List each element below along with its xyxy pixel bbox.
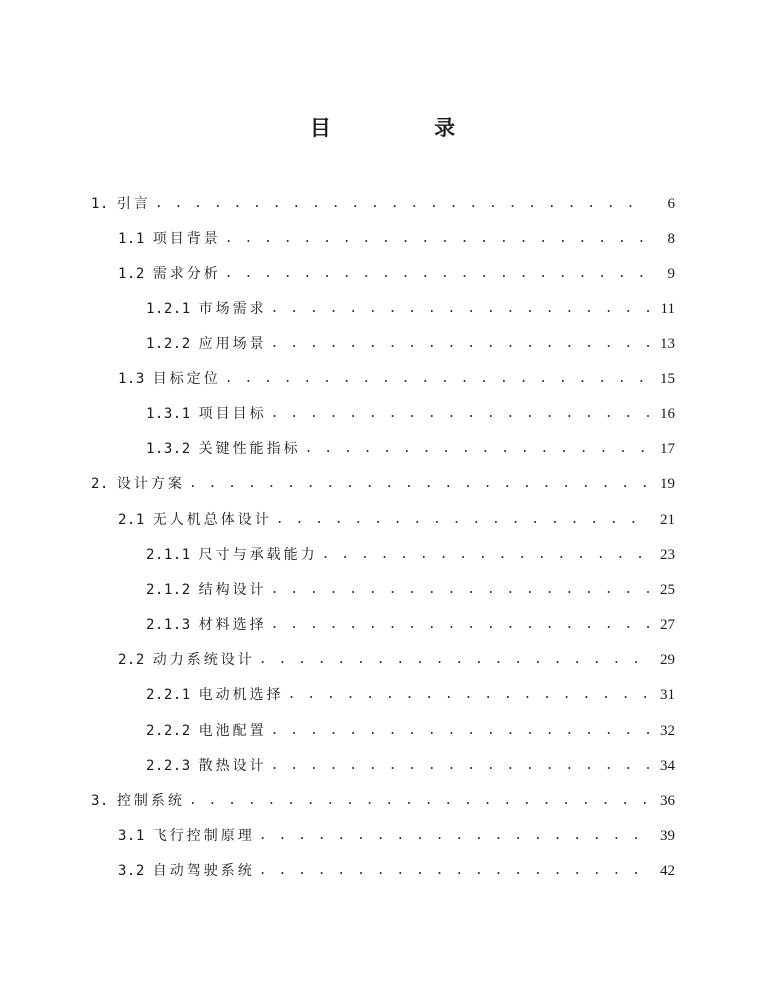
toc-entry[interactable] — [146, 396, 675, 431]
toc-entry[interactable] — [146, 326, 675, 361]
toc-entry-title: 电动机选择 — [198, 686, 284, 703]
toc-dot-leader — [276, 511, 649, 529]
toc-dot-leader — [225, 265, 649, 283]
toc-entry[interactable] — [118, 256, 675, 291]
toc-entry-page: 39 — [660, 827, 675, 844]
toc-entry[interactable] — [118, 221, 675, 256]
toc-entry-page: 23 — [660, 546, 675, 563]
toc-entry-page: 34 — [660, 757, 675, 774]
toc-entry-number: 3.2 — [118, 862, 145, 879]
toc-entry[interactable] — [118, 853, 675, 888]
toc-entry-title: 市场需求 — [198, 300, 267, 317]
toc-entry-title: 项目目标 — [198, 405, 267, 422]
toc-entry-title: 飞行控制原理 — [152, 827, 255, 844]
toc-entry[interactable] — [146, 713, 675, 748]
toc-entry-page: 36 — [660, 792, 675, 809]
toc-dot-leader — [271, 335, 649, 353]
toc-entry-page: 21 — [660, 511, 675, 528]
toc-entry-page: 13 — [660, 335, 675, 352]
toc-entry[interactable] — [146, 748, 675, 783]
toc-entry-number: 2. — [91, 475, 109, 492]
toc-entry-number: 2.1.1 — [146, 546, 191, 563]
toc-dot-leader — [259, 862, 649, 880]
toc-entry-number: 1.1 — [118, 230, 145, 247]
toc-entry-page: 32 — [660, 722, 675, 739]
toc-entry-page: 15 — [660, 370, 675, 387]
toc-entry-page: 17 — [660, 440, 675, 457]
toc-entry-number: 1. — [91, 195, 109, 212]
toc-entry-number: 1.3.2 — [146, 440, 191, 457]
toc-entry-title: 设计方案 — [116, 475, 185, 492]
toc-entry-title: 电池配置 — [198, 722, 267, 739]
toc-entry-number: 2.2.1 — [146, 686, 191, 703]
toc-entry-page: 31 — [660, 686, 675, 703]
toc-entry-title: 无人机总体设计 — [152, 511, 272, 528]
toc-entry-number: 3.1 — [118, 827, 145, 844]
toc-entry-number: 1.3.1 — [146, 405, 191, 422]
toc-entry[interactable] — [91, 466, 675, 501]
toc-entry-page: 9 — [667, 265, 675, 282]
toc-entry-number: 2.1.2 — [146, 581, 191, 598]
toc-entry-number: 2.2.3 — [146, 757, 191, 774]
toc-entry-number: 2.2 — [118, 651, 145, 668]
toc-entry-page: 6 — [667, 195, 675, 212]
toc-entry-title: 散热设计 — [198, 757, 267, 774]
toc-dot-leader — [225, 370, 649, 388]
toc-dot-leader — [271, 405, 649, 423]
toc-entry-number: 2.1.3 — [146, 616, 191, 633]
page-title: 目 录 — [309, 116, 504, 140]
toc-dot-leader — [225, 230, 649, 248]
toc-entry[interactable] — [91, 783, 675, 818]
toc-entry-title: 关键性能指标 — [198, 440, 301, 457]
toc-entry[interactable] — [91, 186, 675, 221]
toc-entry-title: 项目背景 — [152, 230, 221, 247]
toc-entry-page: 29 — [660, 651, 675, 668]
toc-entry-number: 2.2.2 — [146, 722, 191, 739]
toc-entry-page: 19 — [660, 475, 675, 492]
toc-dot-leader — [271, 300, 649, 318]
toc-entry-title: 结构设计 — [198, 581, 267, 598]
toc-dot-leader — [271, 581, 649, 599]
toc-entry-number: 1.2 — [118, 265, 145, 282]
toc-dot-leader — [305, 440, 649, 458]
toc-dot-leader — [155, 195, 649, 213]
toc-entry-title: 目标定位 — [152, 370, 221, 387]
toc-entry[interactable] — [118, 361, 675, 396]
toc-dot-leader — [271, 616, 649, 634]
toc-dot-leader — [259, 651, 649, 669]
toc-entry-page: 11 — [660, 300, 675, 317]
toc-entry[interactable] — [146, 291, 675, 326]
toc-entry-title: 控制系统 — [116, 792, 185, 809]
toc-entry-number: 3. — [91, 792, 109, 809]
toc-entry-title: 应用场景 — [198, 335, 267, 352]
toc-entry[interactable] — [146, 677, 675, 712]
toc-entry-page: 27 — [660, 616, 675, 633]
toc-entry-number: 2.1 — [118, 511, 145, 528]
toc-entry-number: 1.2.1 — [146, 300, 191, 317]
toc-entry-title: 需求分析 — [152, 265, 221, 282]
toc-entry[interactable] — [118, 642, 675, 677]
toc-entry[interactable] — [118, 818, 675, 853]
toc-dot-leader — [271, 722, 649, 740]
toc-dot-leader — [271, 757, 649, 775]
toc-entry[interactable] — [146, 572, 675, 607]
toc-entry[interactable] — [146, 607, 675, 642]
toc-entry[interactable] — [118, 502, 675, 537]
toc-entry-title: 引言 — [116, 195, 151, 212]
toc-entry-number: 1.3 — [118, 370, 145, 387]
toc-dot-leader — [259, 827, 649, 845]
toc-entry-title: 动力系统设计 — [152, 651, 255, 668]
toc-entry-page: 8 — [667, 230, 675, 247]
toc-dot-leader — [189, 792, 649, 810]
toc-entry-title: 尺寸与承载能力 — [198, 546, 318, 563]
toc-dot-leader — [288, 686, 649, 704]
toc-entry-number: 1.2.2 — [146, 335, 191, 352]
toc-entry-title: 自动驾驶系统 — [152, 862, 255, 879]
toc-entry[interactable] — [146, 537, 675, 572]
toc-entry-page: 25 — [660, 581, 675, 598]
toc-entry[interactable] — [146, 431, 675, 466]
toc-entry-page: 16 — [660, 405, 675, 422]
toc-entry-page: 42 — [660, 862, 675, 879]
toc-dot-leader — [322, 546, 649, 564]
toc-dot-leader — [189, 475, 649, 493]
toc-entry-title: 材料选择 — [198, 616, 267, 633]
